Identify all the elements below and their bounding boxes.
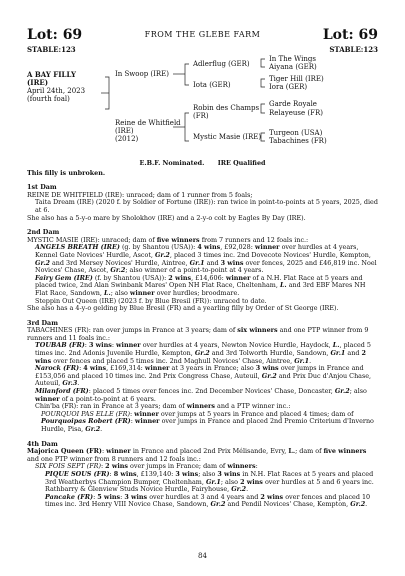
horse-name: A BAY FILLY (27, 70, 76, 79)
ancestor-3: Tiger Hill (IRE) (269, 75, 324, 83)
pedigree-paragraph: SIX FOIS SEPT (FR): 2 wins over jumps in France; dam of winners: (35, 462, 258, 471)
pedigree-chart (27, 57, 378, 155)
granddam-paternal: Iota (GER) (193, 81, 231, 89)
nomination-line (27, 160, 378, 168)
pedigree-paragraph: TABACHINES (FR): ran over jumps in France at 3 years; dam of six winners and one PTP winner from 9 runners and 11 foals inc.: (27, 326, 369, 342)
pedigree-paragraph: Pancake (FR): 5 wins: 3 wins over hurdles at 3 and 4 years and 2 wins over fences and placed 10 times inc. 3rd Henry VIII Novice Chase, Sandown, Gr.2 and Pendil Novices' Chase, Kempton, Gr.2. (45, 492, 371, 509)
ancestor-4: Iora (GER) (269, 83, 308, 91)
ancestor-6: Relayeuse (FR) (269, 109, 323, 117)
section-heading: 1st Dam (27, 183, 57, 192)
ancestor-1: In The Wings (269, 55, 316, 63)
consignor-name: FROM THE GLEBE FARM (144, 30, 261, 39)
pedigree-paragraph: Steppin Out Queen (IRE) (2023 f. by Blue Bresil (FR)): unraced to date. (35, 296, 267, 305)
dam-country: (IRE) (115, 127, 134, 135)
page-header (27, 27, 378, 49)
pedigree-paragraph: Fairy Gem (IRE) (f. by Shantou (USA)): 2 wins, £14,606: winner of a N.H. Flat Race at 5 years and placed twice, 2nd Alan Swinbank Mares' Open NH Flat Race, Cheltenham, L. and 3rd EBF Mares NH Flat Race, Sandown, L.; also winner over hurdles; broodmare. (35, 273, 366, 297)
horse-country: (IRE) (27, 78, 49, 87)
catalogue-text (27, 158, 378, 509)
qualified-status: IRE Qualified (217, 159, 266, 167)
dam-year: (2012) (115, 135, 139, 143)
pedigree-paragraph: She also has a 5-y-o mare by Sholokhov (IRE) and a 2-y-o colt by Eagles By Day (IRE). (27, 213, 306, 222)
pedigree-paragraph: Milanford (FR): placed 5 times over fences inc. 2nd December Novices' Chase, Doncaster, Gr.2; also winner of a point-to-point at 6 years. (35, 387, 367, 403)
horse-foaling-date: April 24th, 2023 (27, 87, 86, 95)
pedigree-paragraph: Taita Dream (IRE) (2020 f. by Soldier of Fortune (IRE)): ran twice in point-to-points at 5 years, 2025, died at 6. (35, 198, 378, 214)
pedigree-paragraph: ANGELS BREATH (IRE) (g. by Shantou (USA)): 4 wins, £92,028: winner over hurdles at 4 years, Kennel Gate Novices' Hurdle, Ascot, Gr.2, placed 3 times inc. 2nd Dovecote Novices' Hurdle, Kempton, Gr.2 and 3rd Mersey Novices' Hurdle, Aintree, Gr.1 and 3 wins over fences, 2025 and £46,819 inc. Noel Novices' Chase, Ascot, Gr.2; also winner of a point-to-point at 4 years. (35, 243, 377, 275)
pedigree-paragraph: PIQUE SOUS (FR): 8 wins, £139,140: 3 wins; also 3 wins in N.H. Flat Races at 5 years and placed 3rd Weatherbys Champion Bumper, Cheltenham, Gr.1; also 2 wins over hurdles at 5 and 6 years inc. Rathbarry & Glenview Studs Novice Hurdle, Fairyhouse, Gr.2. (45, 469, 374, 494)
pedigree-paragraph: She also has a 4-y-o gelding by Blue Bresil (FR) and a yearling filly by Order of St George (IRE). (27, 304, 339, 313)
pedigree-paragraph: Narock (FR): 4 wins, £169,314: winner at 3 years in France; also 3 wins over jumps in France and £153,056 and placed 10 times inc. 2nd Prix Congress Chase, Auteuil, Gr.2 and Prix Duc d'Anjou Chase, Auteuil, Gr.3. (35, 364, 372, 388)
grandsire-paternal: Adlerflug (GER) (193, 60, 250, 68)
pedigree-paragraph: REINE DE WHITFIELD (IRE): unraced; dam of 1 runner from 5 foals; (27, 190, 253, 199)
pedigree-paragraph: MYSTIC MASIE (IRE): unraced; dam of five winners from 7 runners and 12 foals inc.: (27, 235, 309, 244)
section-heading: 2nd Dam (27, 228, 60, 237)
sire-name: In Swoop (IRE) (115, 70, 170, 78)
stable-number-right: STABLE:123 (329, 45, 378, 54)
page-number: 84 (198, 552, 207, 560)
lot-number-left: Lot: 69 (27, 27, 83, 43)
section-heading: 4th Dam (27, 439, 58, 448)
ebf-status: E.B.F. Nominated. (139, 159, 205, 167)
ancestor-5: Garde Royale (269, 100, 317, 108)
pedigree-paragraph: Chin'ba (FR): ran in France at 3 years; dam of winners and a PTP winner inc.: (35, 402, 291, 411)
grandsire-maternal-country: (FR) (193, 112, 209, 120)
pedigree-paragraph: TOUBAB (FR): 3 wins: winner over hurdles at 4 years, Newton Novice Hurdle, Haydock, L., placed 5 times inc. 2nd Adonis Juvenile Hurdle, Kempton, Gr.2 and 3rd Tolworth Hurdle, Sandown, Gr.1 and 2 wins over fences and placed 5 times inc. 2nd Maghull Novices' Chase, Aintree, Gr.1. (35, 341, 371, 365)
lot-number-right: Lot: 69 (322, 27, 378, 43)
ancestor-2: Aiyana (GER) (269, 63, 317, 71)
dam-sections (27, 184, 378, 509)
ancestor-8: Tabachines (FR) (269, 137, 327, 145)
section-heading: 3rd Dam (27, 318, 58, 327)
granddam-maternal: Mystic Masie (IRE) (193, 133, 262, 141)
pedigree-paragraph: Majorica Queen (FR): winner in France and placed 2nd Prix Mélisande, Evry, L.; dam of five winners and one PTP winner from 8 runners and 12 foals inc.: (27, 447, 367, 463)
stable-number-left: STABLE:123 (27, 45, 76, 54)
unbroken-note: This filly is unbroken. (27, 168, 106, 177)
grandsire-maternal: Robin des Champs (193, 104, 260, 112)
horse-foal-order: (fourth foal) (27, 95, 70, 103)
pedigree-paragraph: POURQUOI PAS ELLE (FR): winner over jumps at 5 years in France and placed 4 times; dam of Pourquoipas Robert (FR): winner over jumps in France and placed 2nd Premio Criterium d'Inverno Hurdle, Pisa, Gr.2. (41, 409, 374, 433)
ancestor-7: Turgeon (USA) (269, 129, 323, 137)
dam-name: Reine de Whitfield (115, 119, 181, 127)
